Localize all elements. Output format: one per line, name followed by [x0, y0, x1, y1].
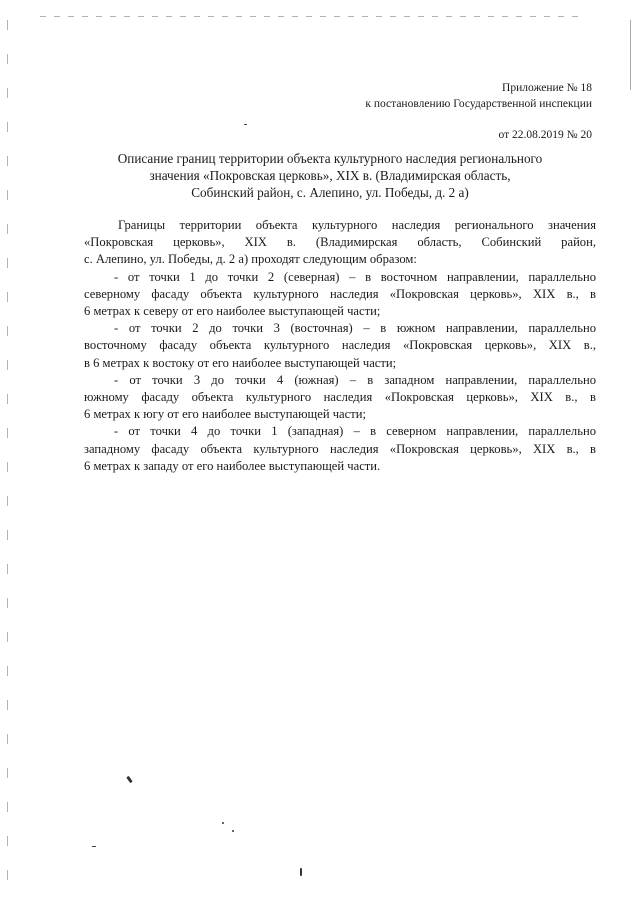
title-line: значения «Покровская церковь», XIX в. (Владимирская область, — [149, 168, 511, 183]
title-line: Описание границ территории объекта культурного наследия регионального — [117, 151, 543, 166]
title-line: Собинский район, с. Алепино, ул. Победы, д. 2 а) — [191, 185, 469, 200]
boundary-point-line: 6 метрах к западу от его наиболее выступающей части. — [84, 458, 381, 473]
appendix-date-number: от 22.08.2019 № 20 — [498, 129, 592, 141]
scan-edge-right — [630, 20, 631, 90]
scan-speck — [222, 822, 224, 824]
boundary-point-line: - от точки 4 до точки 1 (западная) – в северном направлении, параллельно — [114, 424, 596, 439]
appendix-number: Приложение № 18 — [502, 82, 592, 94]
appendix-header — [365, 80, 592, 143]
boundary-point-line: - от точки 1 до точки 2 (северная) – в восточном направлении, параллельно — [114, 269, 596, 284]
boundary-point-line: северному фасаду объекта культурного наследия «Покровская церковь», XIX в., в — [84, 286, 596, 301]
scan-speck — [300, 868, 302, 876]
boundary-point-line: в 6 метрах к востоку от его наиболее выступающей части; — [84, 355, 397, 370]
document-body — [84, 217, 596, 475]
scan-speck — [244, 124, 247, 125]
appendix-resolution-ref: к постановлению Государственной инспекции — [365, 98, 592, 110]
boundary-point-line: западному фасаду объекта культурного наследия «Покровская церковь», XIX в., в — [84, 441, 596, 456]
boundary-point-line: - от точки 2 до точки 3 (восточная) – в южном направлении, параллельно — [114, 321, 596, 336]
scan-edge-top — [40, 16, 580, 17]
scan-edge-left — [7, 20, 8, 900]
boundary-point-line: - от точки 3 до точки 4 (южная) – в западном направлении, параллельно — [114, 372, 596, 387]
boundary-point-line: восточному фасаду объекта культурного наследия «Покровская церковь», XIX в., — [84, 338, 596, 353]
intro-line: Границы территории объекта культурного наследия регионального значения — [118, 218, 596, 232]
scan-speck — [126, 776, 132, 783]
intro-line: с. Алепино, ул. Победы, д. 2 а) проходят следующим образом: — [84, 252, 417, 267]
boundary-point-line: 6 метрах к югу от его наиболее выступающей части; — [84, 407, 366, 422]
intro-line: «Покровская церковь», XIX в. (Владимирская область, Собинский район, — [84, 235, 596, 250]
scan-speck — [92, 846, 96, 847]
document-title — [60, 150, 600, 201]
boundary-point-line: южному фасаду объекта культурного наследия «Покровская церковь», XIX в., в — [84, 390, 596, 405]
boundary-point-line: 6 метрах к северу от его наиболее выступающей части; — [84, 304, 381, 319]
scan-speck — [232, 830, 234, 832]
